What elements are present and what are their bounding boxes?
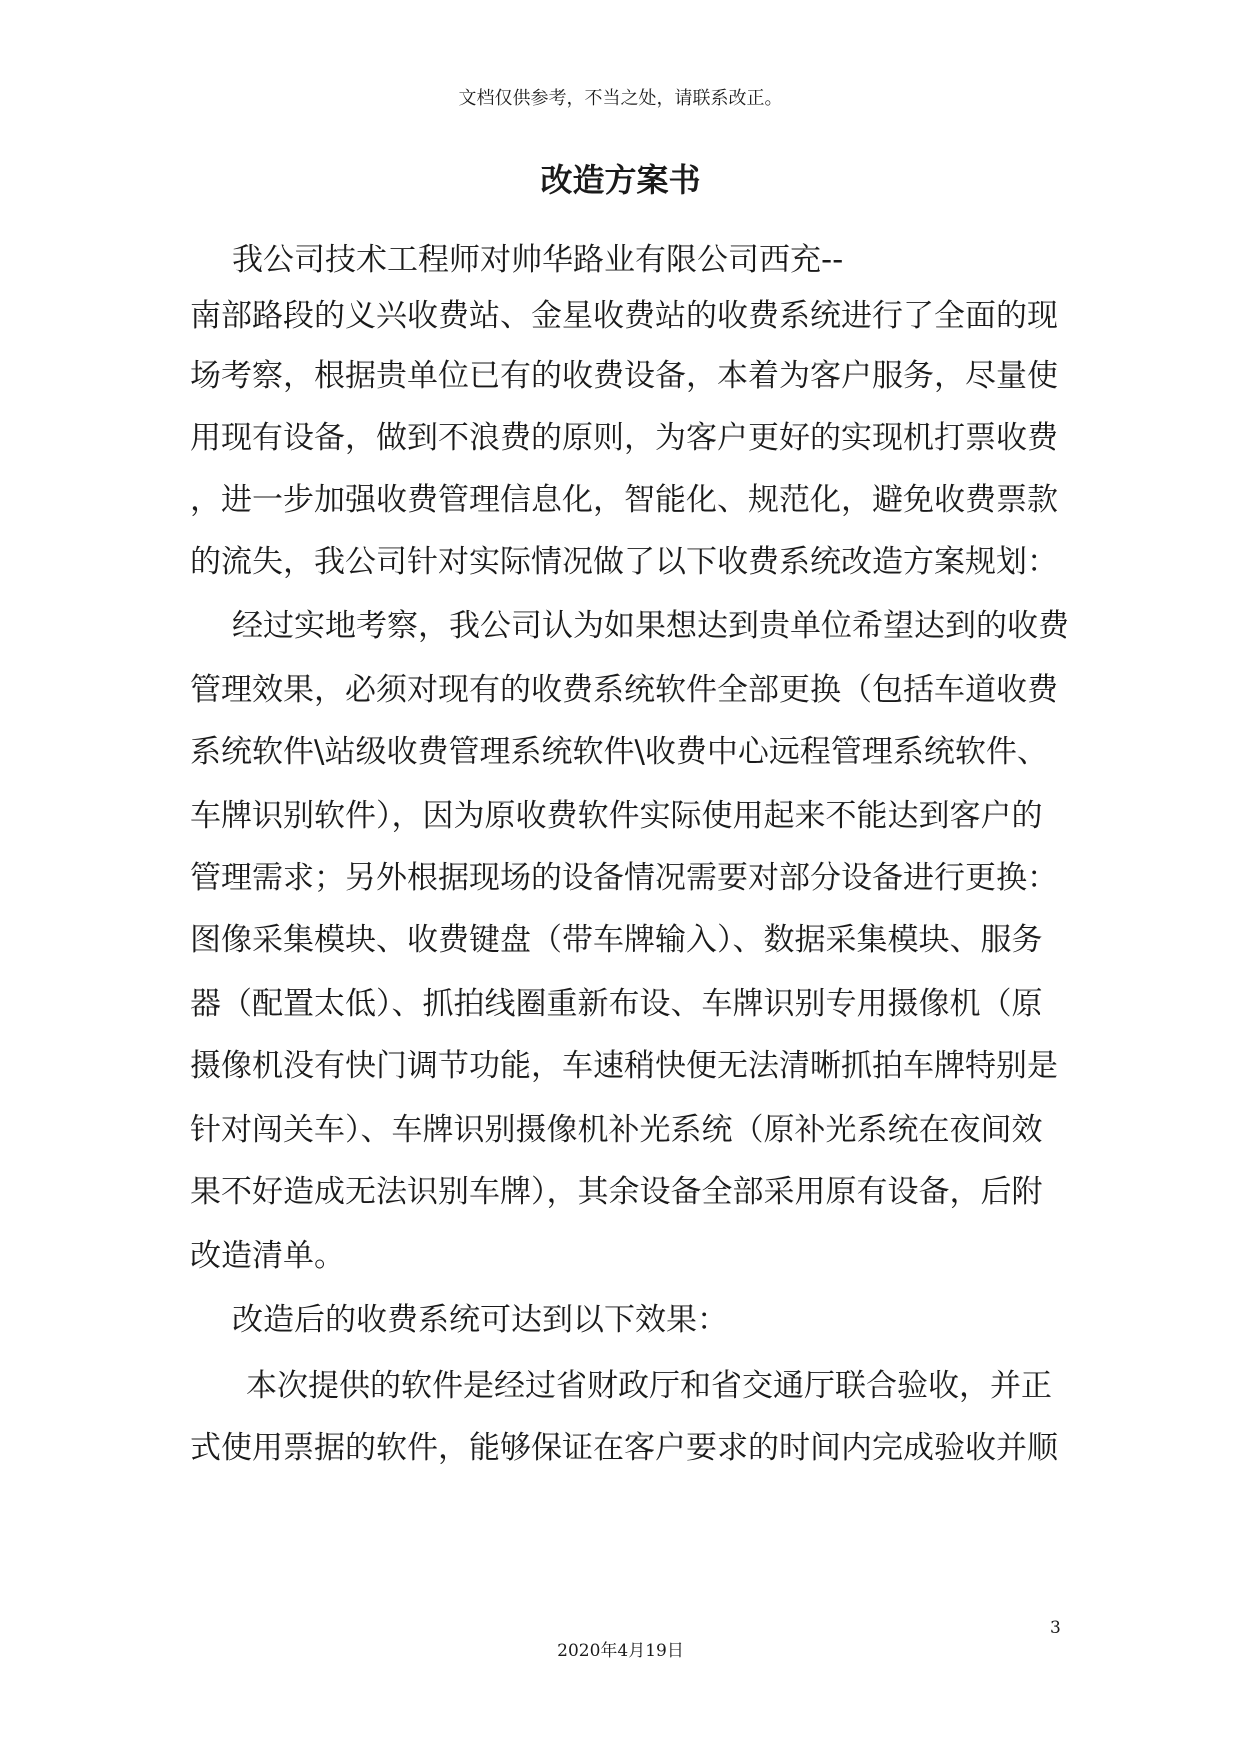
document-title: 改造方案书: [540, 161, 701, 199]
body-line: 本次提供的软件是经过省财政厅和省交通厅联合验收，并正: [246, 1368, 1052, 1404]
body-line: 场考察，根据贵单位已有的收费设备，本着为客户服务，尽量使: [190, 358, 1058, 394]
page-number: 3: [1050, 1618, 1061, 1638]
body-line: 果不好造成无法识别车牌），其余设备全部采用原有设备，后附: [190, 1174, 1043, 1210]
body-line: 图像采集模块、收费键盘（带车牌输入）、数据采集模块、服务: [190, 922, 1043, 958]
body-line: 车牌识别软件），因为原收费软件实际使用起来不能达到客户的: [190, 798, 1043, 834]
body-line: 用现有设备，做到不浪费的原则，为客户更好的实现机打票收费: [190, 420, 1058, 456]
body-line: 我公司技术工程师对帅华路业有限公司西充--: [232, 242, 844, 278]
body-line: 摄像机没有快门调节功能，车速稍快便无法清晰抓拍车牌特别是: [190, 1048, 1058, 1084]
body-line: 系统软件\站级收费管理系统软件\收费中心远程管理系统软件、: [190, 734, 1048, 770]
body-line: 改造后的收费系统可达到以下效果：: [232, 1302, 728, 1338]
body-line: 经过实地考察，我公司认为如果想达到贵单位希望达到的收费: [232, 608, 1069, 644]
body-line: 针对闯关车）、车牌识别摄像机补光系统（原补光系统在夜间效: [190, 1112, 1043, 1148]
body-line: 改造清单。: [190, 1238, 345, 1274]
body-line: 管理需求；另外根据现场的设备情况需要对部分设备进行更换：: [190, 860, 1058, 896]
page-footer-date: 2020年4月19日: [557, 1641, 684, 1661]
body-line: 式使用票据的软件，能够保证在客户要求的时间内完成验收并顺: [190, 1430, 1058, 1466]
body-line: 的流失，我公司针对实际情况做了以下收费系统改造方案规划：: [190, 544, 1058, 580]
body-line: 南部路段的义兴收费站、金星收费站的收费系统进行了全面的现: [190, 298, 1058, 334]
body-line: ，进一步加强收费管理信息化，智能化、规范化，避免收费票款: [190, 482, 1058, 518]
page-header-notice: 文档仅供参考，不当之处，请联系改正。: [458, 88, 783, 109]
body-line: 器（配置太低）、抓拍线圈重新布设、车牌识别专用摄像机（原: [190, 986, 1043, 1022]
body-line: 管理效果，必须对现有的收费系统软件全部更换（包括车道收费: [190, 672, 1058, 708]
